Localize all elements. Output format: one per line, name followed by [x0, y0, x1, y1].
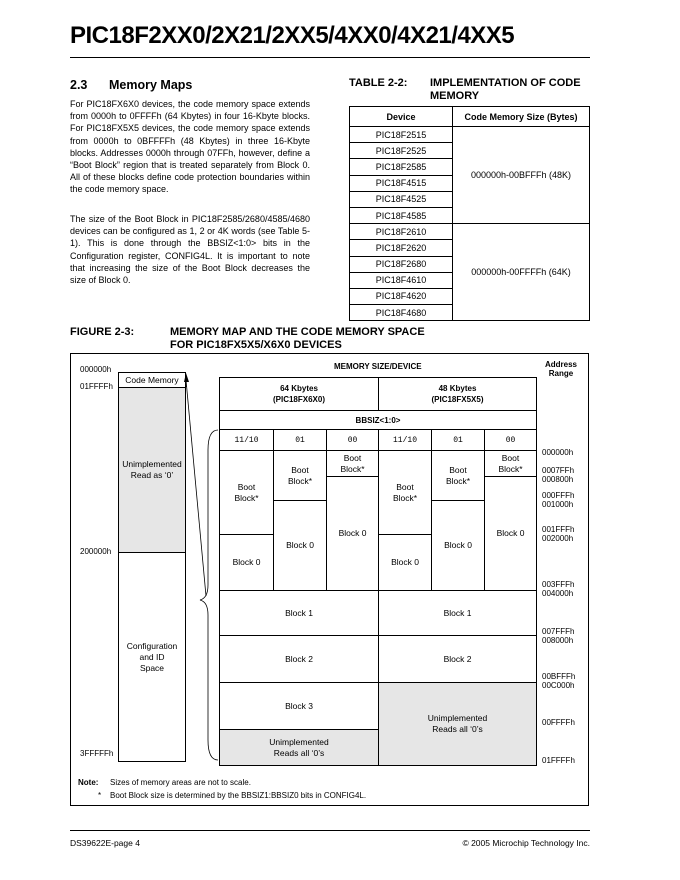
unimplemented-left-sub: Read as ‘0’	[130, 470, 174, 480]
note-label: Note:	[78, 778, 99, 787]
unimplemented-64k	[219, 729, 379, 766]
config-label: Space	[139, 662, 165, 673]
block0-cell: Block 0	[219, 534, 274, 591]
unimplemented-sub: Reads all ‘0’s	[432, 724, 483, 734]
block0-cell: Block 0	[273, 500, 327, 591]
connector-line-1	[186, 380, 206, 596]
left-address: 01FFFFh	[80, 382, 113, 391]
col-48k-sub: (PIC18FX5X5)	[431, 395, 484, 404]
col-64k-sub: (PIC18FX6X0)	[272, 395, 326, 404]
connector-lines	[180, 370, 220, 770]
brace	[200, 430, 218, 760]
header-rule	[70, 57, 590, 58]
range-address: 000000h	[542, 448, 574, 457]
boot-block-cell	[484, 450, 537, 477]
boot-block-label: Block*	[392, 492, 418, 503]
block3-64k: Block 3	[219, 682, 379, 730]
block0-cell: Block 0	[378, 534, 432, 591]
range-address: 0007FFh	[542, 466, 575, 475]
block0-cell: Block 0	[431, 500, 485, 591]
table-device-cell: PIC18F4620	[350, 288, 453, 304]
boot-block-label: Boot	[449, 464, 467, 475]
footer-page: DS39622E-page 4	[70, 838, 140, 848]
note-text: Sizes of memory areas are not to scale.	[110, 778, 251, 787]
memory-size-header: MEMORY SIZE/DEVICE	[334, 362, 422, 371]
bbsiz-value: 00	[484, 429, 537, 451]
address-range-label: Range	[548, 369, 574, 378]
col-64k-header	[219, 377, 379, 411]
footer-rule	[70, 830, 590, 831]
table-device-cell: PIC18F2515	[350, 127, 453, 143]
figure-title-line-1: MEMORY MAP AND THE CODE MEMORY SPACE	[170, 326, 425, 338]
unimplemented-label: Unimplemented	[427, 713, 488, 723]
bbsiz-value: 01	[431, 429, 485, 451]
table-device-cell: PIC18F4680	[350, 305, 453, 321]
table-device-cell: PIC18F2585	[350, 159, 453, 175]
left-address: 200000h	[80, 547, 112, 556]
address-range-label: Address	[544, 360, 577, 369]
range-address: 00C000h	[542, 681, 575, 690]
table-device-cell: PIC18F4610	[350, 272, 453, 288]
range-address: 003FFFh	[542, 580, 575, 589]
col-64k-label: 64 Kbytes	[280, 384, 318, 393]
left-address: 000000h	[80, 365, 112, 374]
section-number: 2.3	[70, 78, 88, 92]
note-text-2: Boot Block size is determined by the BBSIZ1:BBSIZ0 bits in CONFIG4L.	[110, 791, 367, 800]
boot-block-label: Block*	[445, 475, 471, 486]
boot-block-label: Boot	[396, 481, 414, 492]
table-device-cell: PIC18F4585	[350, 207, 453, 223]
left-address: 3FFFFFh	[80, 749, 114, 758]
bbsiz-value: 01	[273, 429, 327, 451]
table-size-cell: 000000h-00FFFFh (64K)	[453, 224, 590, 321]
table-title: IMPLEMENTATION OF CODE MEMORY	[430, 77, 581, 102]
table-device-cell: PIC18F2680	[350, 256, 453, 272]
address-range-header	[539, 360, 583, 378]
boot-block-label: Block*	[234, 492, 259, 503]
config-label: and ID	[139, 651, 165, 662]
config-label: Configuration	[126, 640, 178, 651]
block2-48k: Block 2	[378, 635, 537, 683]
range-address: 008000h	[542, 636, 574, 645]
unimplemented-label: Unimplemented	[269, 736, 329, 747]
range-address: 000800h	[542, 475, 574, 484]
section-title: Memory Maps	[109, 78, 193, 92]
range-address: 01FFFFh	[542, 756, 575, 765]
table-header-size: Code Memory Size (Bytes)	[453, 107, 590, 127]
section-paragraph-1: For PIC18FX6X0 devices, the code memory space extends from 0000h to 0FFFFh (64 Kbytes) in four 16-Kbyte blocks. For PIC18FX5X5 devices, the code memory space extends from 0000h to 0BFFFFh (48 Kbytes) in three 16-Kbyte blocks. Addresses 0000h through 07FFh, however, define a “Boot Block” region that is treated separately from Block 0. All of these blocks define code protection boundaries within the code memory space.	[70, 99, 310, 195]
block2-64k: Block 2	[219, 635, 379, 683]
code-memory-block	[118, 372, 186, 388]
code-memory-table	[349, 106, 590, 321]
range-address: 001000h	[542, 500, 574, 509]
boot-block-label: Block*	[287, 475, 313, 486]
bbsiz-value: 11/10	[219, 429, 274, 451]
boot-block-label: Boot	[343, 452, 362, 463]
page-title: PIC18F2XX0/2X21/2XX5/4XX0/4X21/4XX5	[70, 22, 515, 49]
footer-copyright: © 2005 Microchip Technology Inc.	[462, 838, 590, 848]
config-space-block	[118, 552, 186, 762]
table-device-cell: PIC18F2525	[350, 143, 453, 159]
table-device-cell: PIC18F4515	[350, 175, 453, 191]
boot-block-label: Boot	[501, 452, 520, 463]
range-address: 007FFFh	[542, 627, 575, 636]
boot-block-cell	[431, 450, 485, 501]
code-memory-label: Code Memory	[125, 374, 179, 385]
boot-block-cell	[378, 450, 432, 535]
figure-title	[170, 326, 425, 352]
col-48k-label: 48 Kbytes	[438, 384, 477, 393]
table-device-cell: PIC18F4525	[350, 191, 453, 207]
table-size-cell: 000000h-00BFFFh (48K)	[453, 127, 590, 224]
boot-block-label: Block*	[340, 463, 365, 474]
unimplemented-left-block	[118, 387, 186, 553]
bbsiz-value: 11/10	[378, 429, 432, 451]
block1-64k: Block 1	[219, 590, 379, 636]
range-address: 001FFFh	[542, 525, 575, 534]
boot-block-label: Boot	[291, 464, 309, 475]
range-address: 000FFFh	[542, 491, 575, 500]
unimplemented-48k	[378, 682, 537, 766]
bbsiz-value: 00	[326, 429, 379, 451]
unimplemented-sub: Reads all ‘0’s	[273, 747, 325, 758]
table-device-cell: PIC18F2620	[350, 240, 453, 256]
boot-block-cell	[273, 450, 327, 501]
figure-title-line-2: FOR PIC18FX5X5/X6X0 DEVICES	[170, 339, 342, 351]
col-48k-header	[378, 377, 537, 411]
boot-block-cell	[326, 450, 379, 477]
block1-48k: Block 1	[378, 590, 537, 636]
table-device-cell: PIC18F2610	[350, 224, 453, 240]
table-label: TABLE 2-2:	[349, 77, 408, 89]
block0-cell: Block 0	[326, 476, 379, 591]
range-address: 00BFFFh	[542, 672, 576, 681]
note-star: *	[98, 791, 102, 800]
range-address: 004000h	[542, 589, 574, 598]
range-address: 00FFFFh	[542, 718, 575, 727]
block0-cell: Block 0	[484, 476, 537, 591]
range-address: 002000h	[542, 534, 574, 543]
boot-block-label: Boot	[237, 481, 256, 492]
figure-label: FIGURE 2-3:	[70, 326, 135, 338]
boot-block-cell	[219, 450, 274, 535]
unimplemented-left-label: Unimplemented	[122, 459, 182, 469]
section-paragraph-2: The size of the Boot Block in PIC18F2585/2680/4585/4680 devices can be configured as 1, 2 or 4K words (see Table 5-1). This is done through the BBSIZ<1:0> bits in the Configuration register, CONFIG4L. It is important to note that increasing the size of the Boot Block decreases the size of Block 0.	[70, 214, 310, 286]
bbsiz-header: BBSIZ<1:0>	[219, 410, 537, 430]
table-header-device: Device	[350, 107, 453, 127]
boot-block-label: Block*	[498, 463, 523, 474]
arrow-head	[184, 373, 189, 382]
